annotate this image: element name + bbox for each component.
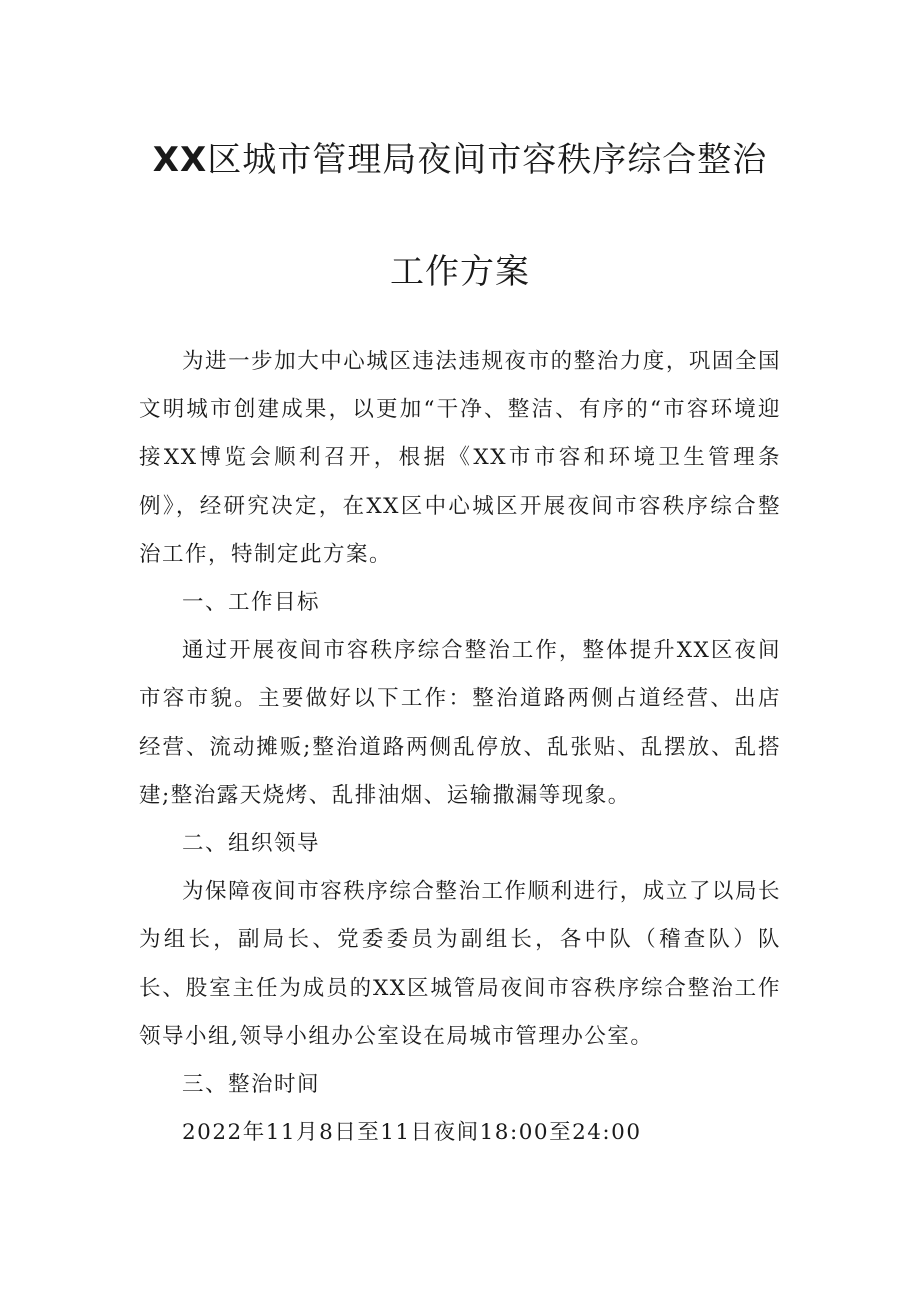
title-rest: 区城市管理局夜间市容秩序综合整治 (207, 140, 768, 180)
goals-paragraph: 通过开展夜间市容秩序综合整治工作，整体提升XX区夜间市容市貌。主要做好以下工作：整治道路两侧占道经营、出店经营、流动摊贩;整治道路两侧乱停放、乱张贴、乱摆放、乱搭建;整治露天烧烤、乱排油烟、运输撒漏等现象。 (139, 638, 781, 808)
organization-paragraph: 为保障夜间市容秩序综合整治工作顺利进行，成立了以局长为组长，副局长、党委委员为副组长，各中队（稽查队）队长、股室主任为成员的XX区城管局夜间市容秩序综合整治工作领导小组,领导小组办公室设在局城市管理办公室。 (139, 879, 781, 1049)
document-title-line-1 (0, 140, 920, 180)
title-prefix: XX (152, 140, 208, 180)
section-heading-schedule: 三、整治时间 (182, 1072, 321, 1098)
document-title-line-2: 工作方案 (390, 252, 530, 292)
schedule-paragraph: 2022年11月8日至11日夜间18:00至24:00 (182, 1120, 642, 1146)
document-body (139, 338, 781, 1157)
section-heading-organization: 二、组织领导 (182, 831, 321, 857)
section-heading-goals: 一、工作目标 (182, 590, 321, 616)
intro-paragraph: 为进一步加大中心城区违法违规夜市的整治力度，巩固全国文明城市创建成果，以更加“干净、整洁、有序的“市容环境迎接XX博览会顺利召开，根据《XX市市容和环境卫生管理条例》，经研究决定，在XX区中心城区开展夜间市容秩序综合整治工作，特制定此方案。 (139, 349, 781, 567)
